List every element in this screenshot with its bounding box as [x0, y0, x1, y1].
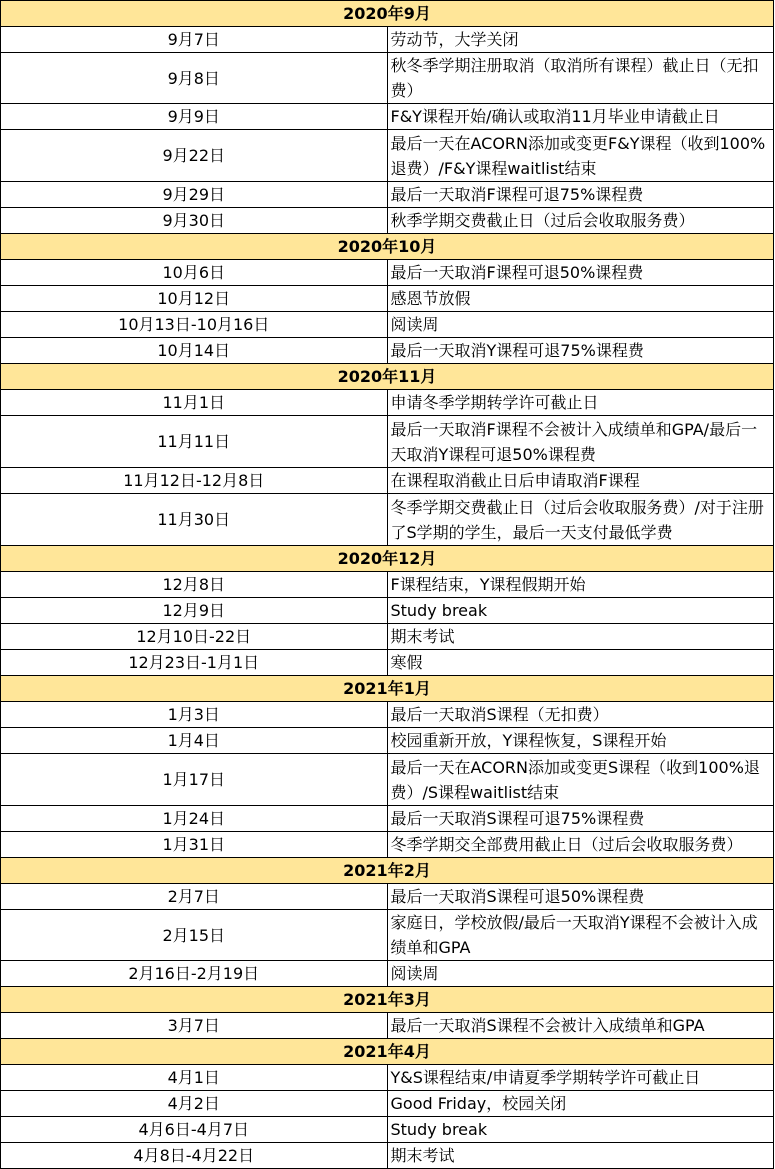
event-cell: 劳动节，大学关闭	[387, 27, 774, 53]
table-row	[1, 260, 774, 286]
month-header-row	[1, 676, 774, 702]
date-cell: 12月8日	[1, 572, 388, 598]
table-row	[1, 884, 774, 910]
month-header-row	[1, 364, 774, 390]
date-cell: 4月8日-4月22日	[1, 1143, 388, 1169]
date-cell: 4月1日	[1, 1065, 388, 1091]
date-cell: 9月9日	[1, 104, 388, 130]
event-cell: 申请冬季学期转学许可截止日	[387, 390, 774, 416]
event-cell: Y&S课程结束/申请夏季学期转学许可截止日	[387, 1065, 774, 1091]
event-cell: 最后一天取消F课程可退75%课程费	[387, 182, 774, 208]
month-title: 2020年12月	[1, 546, 774, 572]
table-row	[1, 27, 774, 53]
month-title: 2021年3月	[1, 987, 774, 1013]
date-cell: 1月31日	[1, 832, 388, 858]
event-cell: 期末考试	[387, 1143, 774, 1169]
event-cell: 最后一天取消S课程可退75%课程费	[387, 806, 774, 832]
event-cell: 阅读周	[387, 312, 774, 338]
month-title: 2020年9月	[1, 1, 774, 27]
event-cell: 期末考试	[387, 624, 774, 650]
table-row	[1, 53, 774, 104]
table-row	[1, 208, 774, 234]
month-title: 2021年4月	[1, 1039, 774, 1065]
table-row	[1, 468, 774, 494]
date-cell: 1月3日	[1, 702, 388, 728]
table-row	[1, 754, 774, 806]
calendar-body	[1, 1, 774, 1169]
table-row	[1, 910, 774, 961]
date-cell: 11月11日	[1, 416, 388, 468]
date-cell: 9月30日	[1, 208, 388, 234]
event-cell: 最后一天取消S课程（无扣费）	[387, 702, 774, 728]
date-cell: 9月7日	[1, 27, 388, 53]
date-cell: 11月1日	[1, 390, 388, 416]
event-cell: 最后一天取消F课程可退50%课程费	[387, 260, 774, 286]
table-row	[1, 572, 774, 598]
month-title: 2020年11月	[1, 364, 774, 390]
table-row	[1, 1143, 774, 1169]
table-row	[1, 494, 774, 546]
event-cell: 最后一天取消S课程可退50%课程费	[387, 884, 774, 910]
date-cell: 10月6日	[1, 260, 388, 286]
table-row	[1, 1065, 774, 1091]
event-cell: F&Y课程开始/确认或取消11月毕业申请截止日	[387, 104, 774, 130]
month-header-row	[1, 234, 774, 260]
event-cell: 校园重新开放，Y课程恢复，S课程开始	[387, 728, 774, 754]
event-cell: 感恩节放假	[387, 286, 774, 312]
event-cell: 冬季学期交费截止日（过后会收取服务费）/对于注册了S学期的学生，最后一天支付最低学费	[387, 494, 774, 546]
event-cell: 最后一天取消F课程不会被计入成绩单和GPA/最后一天取消Y课程可退50%课程费	[387, 416, 774, 468]
table-row	[1, 416, 774, 468]
table-row	[1, 702, 774, 728]
date-cell: 9月8日	[1, 53, 388, 104]
table-row	[1, 832, 774, 858]
event-cell: 最后一天在ACORN添加或变更F&Y课程（收到100%退费）/F&Y课程waitlist结束	[387, 130, 774, 182]
table-row	[1, 104, 774, 130]
event-cell: 在课程取消截止日后申请取消F课程	[387, 468, 774, 494]
date-cell: 12月9日	[1, 598, 388, 624]
table-row	[1, 338, 774, 364]
table-row	[1, 806, 774, 832]
table-row	[1, 390, 774, 416]
date-cell: 11月30日	[1, 494, 388, 546]
month-header-row	[1, 1, 774, 27]
date-cell: 12月23日-1月1日	[1, 650, 388, 676]
table-row	[1, 598, 774, 624]
table-row	[1, 1117, 774, 1143]
event-cell: 最后一天取消S课程不会被计入成绩单和GPA	[387, 1013, 774, 1039]
event-cell: 最后一天取消Y课程可退75%课程费	[387, 338, 774, 364]
month-header-row	[1, 987, 774, 1013]
month-header-row	[1, 546, 774, 572]
date-cell: 12月10日-22日	[1, 624, 388, 650]
date-cell: 1月24日	[1, 806, 388, 832]
table-row	[1, 1013, 774, 1039]
date-cell: 4月6日-4月7日	[1, 1117, 388, 1143]
date-cell: 10月13日-10月16日	[1, 312, 388, 338]
date-cell: 2月15日	[1, 910, 388, 961]
month-title: 2020年10月	[1, 234, 774, 260]
date-cell: 2月7日	[1, 884, 388, 910]
event-cell: 冬季学期交全部费用截止日（过后会收取服务费）	[387, 832, 774, 858]
date-cell: 9月22日	[1, 130, 388, 182]
event-cell: Study break	[387, 598, 774, 624]
date-cell: 10月12日	[1, 286, 388, 312]
table-row	[1, 624, 774, 650]
table-row	[1, 1091, 774, 1117]
date-cell: 2月16日-2月19日	[1, 961, 388, 987]
event-cell: F课程结束，Y课程假期开始	[387, 572, 774, 598]
table-row	[1, 182, 774, 208]
event-cell: 秋冬季学期注册取消（取消所有课程）截止日（无扣费）	[387, 53, 774, 104]
date-cell: 1月4日	[1, 728, 388, 754]
event-cell: 最后一天在ACORN添加或变更S课程（收到100%退费）/S课程waitlist结束	[387, 754, 774, 806]
event-cell: 秋季学期交费截止日（过后会收取服务费）	[387, 208, 774, 234]
event-cell: 阅读周	[387, 961, 774, 987]
event-cell: Study break	[387, 1117, 774, 1143]
month-header-row	[1, 1039, 774, 1065]
event-cell: 寒假	[387, 650, 774, 676]
month-header-row	[1, 858, 774, 884]
date-cell: 4月2日	[1, 1091, 388, 1117]
date-cell: 9月29日	[1, 182, 388, 208]
table-row	[1, 312, 774, 338]
table-row	[1, 130, 774, 182]
event-cell: Good Friday，校园关闭	[387, 1091, 774, 1117]
table-row	[1, 961, 774, 987]
date-cell: 11月12日-12月8日	[1, 468, 388, 494]
table-row	[1, 728, 774, 754]
month-title: 2021年2月	[1, 858, 774, 884]
date-cell: 3月7日	[1, 1013, 388, 1039]
date-cell: 10月14日	[1, 338, 388, 364]
table-row	[1, 650, 774, 676]
month-title: 2021年1月	[1, 676, 774, 702]
table-row	[1, 286, 774, 312]
date-cell: 1月17日	[1, 754, 388, 806]
event-cell: 家庭日，学校放假/最后一天取消Y课程不会被计入成绩单和GPA	[387, 910, 774, 961]
